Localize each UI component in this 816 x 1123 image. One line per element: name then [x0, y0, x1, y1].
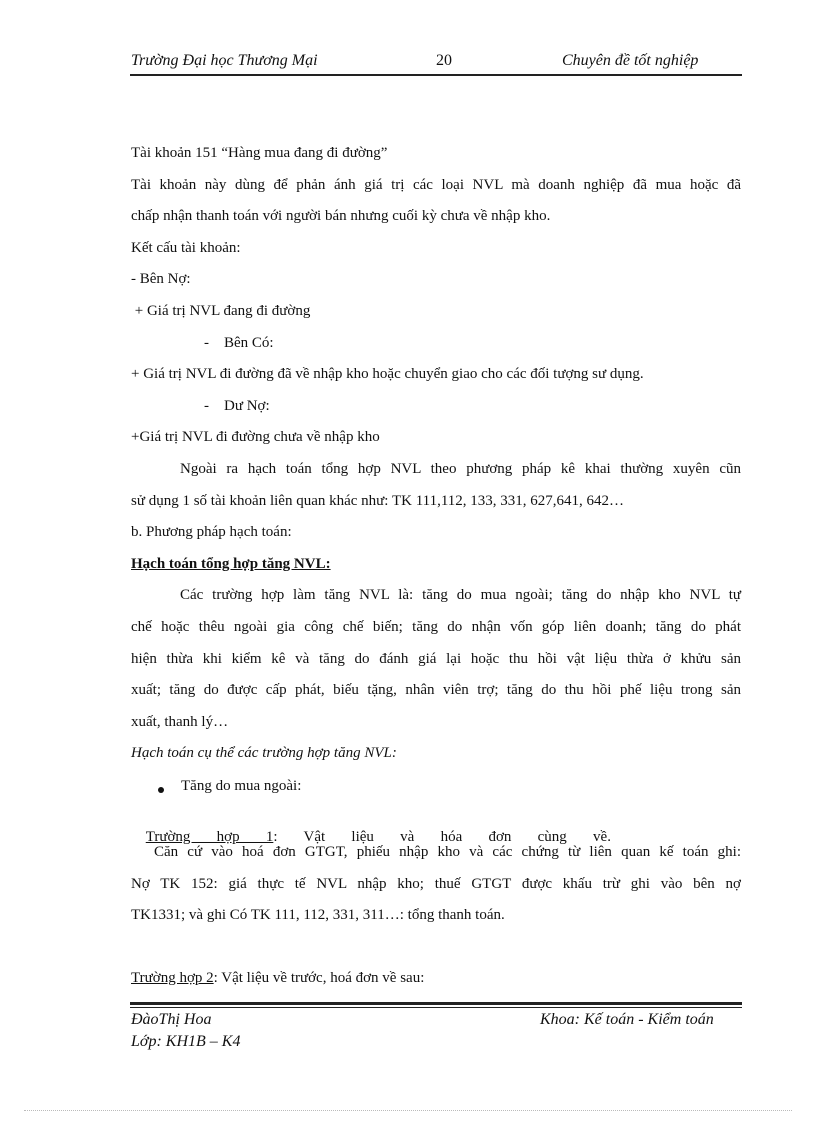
list-item: Tăng do mua ngoài: [181, 778, 302, 794]
footer-class: Lớp: KH1B – K4 [131, 1033, 241, 1050]
text-line: sử dụng 1 số tài khoản liên quan khác như: TK 111,112, 133, 331, 627,641, 642… [131, 493, 625, 509]
text-line: - Bên Có: [204, 335, 274, 351]
header-divider [130, 74, 742, 76]
text-line: - Bên Nợ: [131, 271, 191, 287]
text-line: Căn cứ vào hoá đơn GTGT, phiếu nhập kho và các chứng từ liên quan kế toán ghi: [154, 844, 741, 860]
text-line: Các trường hợp làm tăng NVL là: tăng do mua ngoài; tăng do nhập kho NVL tự [180, 587, 741, 603]
text-line: + Giá trị NVL đang đi đường [131, 303, 311, 319]
text-line: Ngoài ra hạch toán tổng hợp NVL theo phương pháp kê khai thường xuyên cũn [180, 461, 741, 477]
text-line: TK1331; và ghi Có TK 111, 112, 331, 311…: tổng thanh toán. [131, 907, 505, 923]
text-line: xuất, thanh lý… [131, 714, 229, 730]
text-line: +Giá trị NVL đi đường chưa về nhập kho [131, 429, 380, 445]
footer-author: ĐàoThị Hoa [131, 1011, 212, 1028]
case-1-label: Trường hợp 1 [145, 829, 274, 845]
text-line: chấp nhận thanh toán với người bán nhưng cuối kỳ chưa về nhập kho. [131, 208, 551, 224]
header-page-number: 20 [436, 52, 452, 69]
text-line: xuất; tăng do được cấp phát, biếu tặng, nhân viên trợ; tăng do thu hồi phế liệu trong sản [131, 682, 741, 698]
case-2-text: : Vật liệu về trước, hoá đơn về sau: [213, 970, 425, 986]
case-2-label: Trường hợp 2 [131, 970, 214, 986]
text-line: chế hoặc thêu ngoài gia công chế biến; tăng do nhận vốn góp liên doanh; tăng do phát [131, 619, 741, 635]
subsection-heading: Hạch toán cụ thể các trường hợp tăng NVL: [131, 745, 397, 761]
text-line: Tài khoản này dùng để phản ánh giá trị các loại NVL mà doanh nghiệp đã mua hoặc đã [131, 177, 741, 193]
section-heading: Hạch toán tổng hợp tăng NVL: [131, 556, 331, 572]
text-line: + Giá trị NVL đi đường đã về nhập kho hoặc chuyển giao cho các đối tượng sư dụng. [131, 366, 644, 382]
text-line: Tài khoản 151 “Hàng mua đang đi đường” [131, 145, 388, 161]
case-heading [131, 970, 424, 987]
page-edge [24, 1110, 792, 1111]
footer-divider [130, 1002, 742, 1005]
text-line: Nợ TK 152: giá thực tế NVL nhập kho; thuế GTGT được khấu trừ ghi vào bên nợ [131, 876, 741, 892]
text-line: hiện thừa khi kiểm kê và tăng do đánh giá lại hoặc thu hồi vật liệu thừa ở khửu sản [131, 651, 741, 667]
header-title: Chuyên đề tốt nghiệp [562, 52, 699, 69]
case-1-text: : Vật liệu và hóa đơn cùng về. [273, 829, 611, 845]
footer-divider [130, 1007, 742, 1008]
bullet-icon [158, 787, 164, 793]
header-school: Trường Đại học Thương Mại [131, 52, 318, 69]
text-line: - Dư Nợ: [204, 398, 270, 414]
footer-faculty: Khoa: Kế toán - Kiểm toán [540, 1011, 714, 1028]
text-line: Kết cấu tài khoản: [131, 240, 241, 256]
text-line: b. Phương pháp hạch toán: [131, 524, 292, 540]
